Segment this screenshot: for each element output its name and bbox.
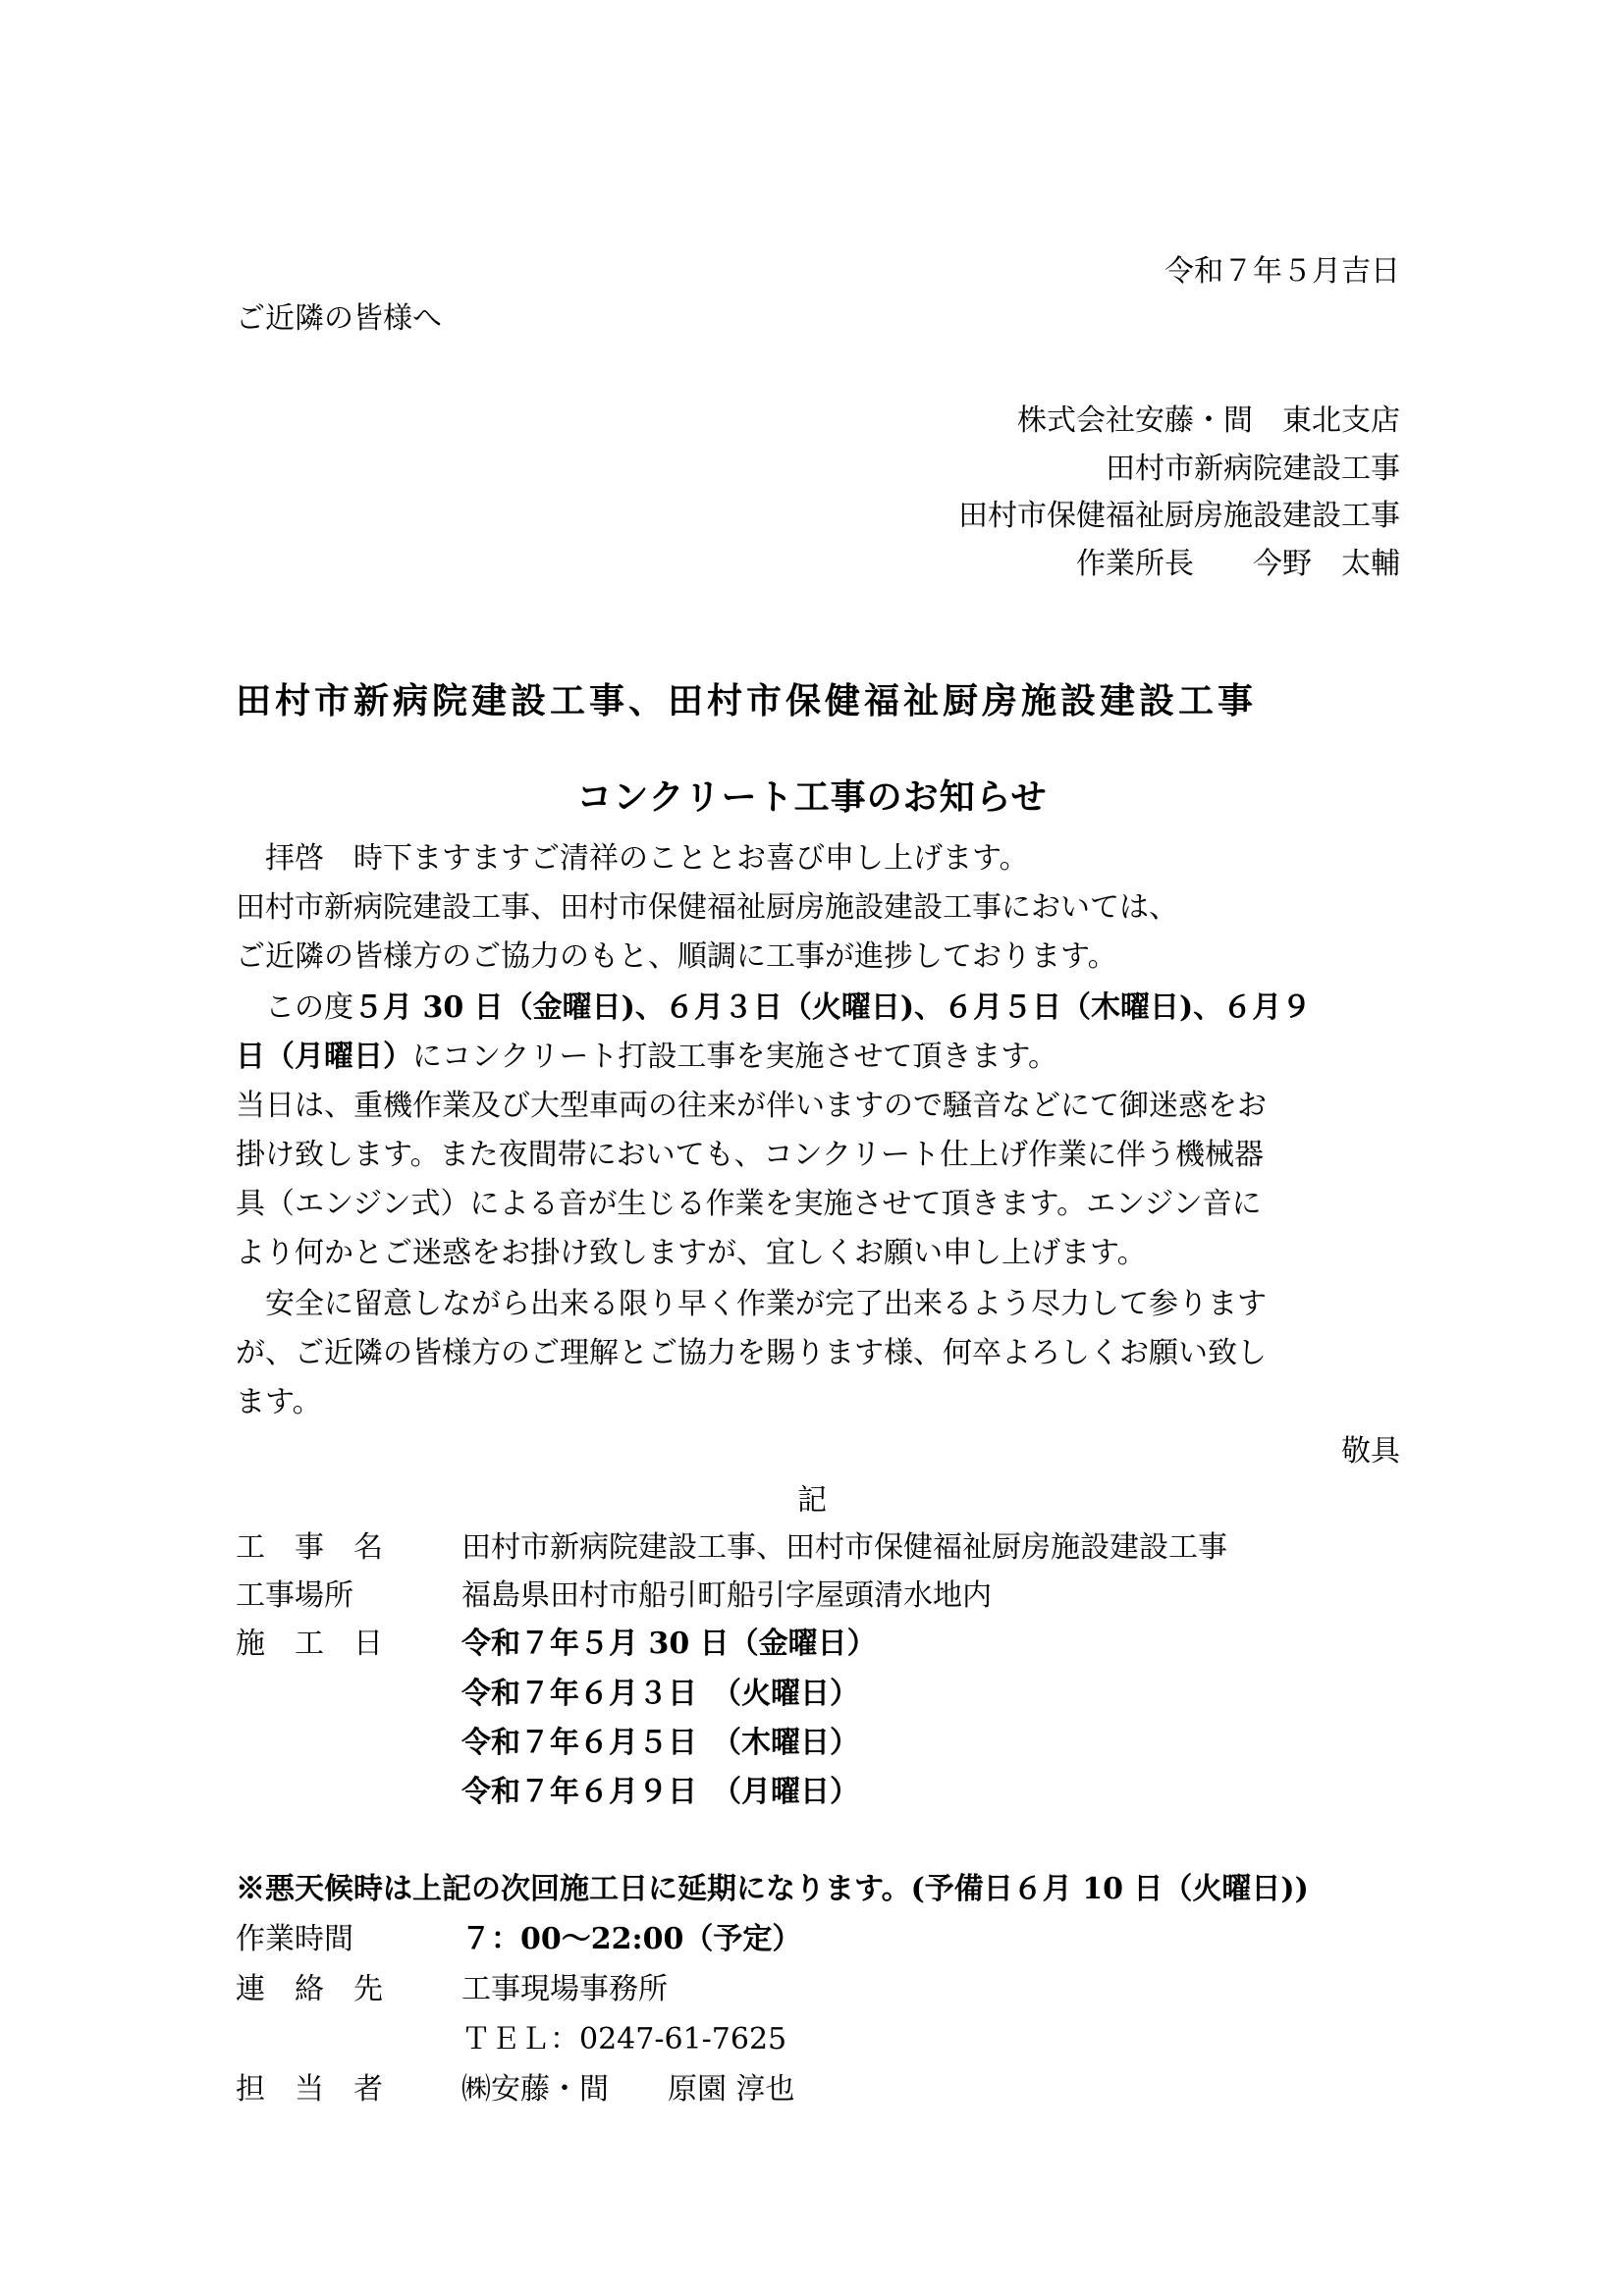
body-line: が、ご近隣の皆様方のご理解とご協力を賜ります様、何卒よろしくお願い致し bbox=[236, 1336, 1267, 1370]
detail-label: 工 事 名 bbox=[236, 1530, 383, 1565]
sender-project-1: 田村市新病院建設工事 bbox=[1106, 452, 1400, 486]
construction-dates-cont: 日（月曜日） bbox=[236, 1040, 412, 1074]
construction-date: 令和７年６月３日 （火曜日） bbox=[461, 1677, 859, 1711]
detail-value: 福島県田村市船引町船引字屋頭清水地内 bbox=[461, 1578, 992, 1613]
postponement-note: ※悪天候時は上記の次回施工日に延期になります。(予備日６月 10 日（火曜日)) bbox=[236, 1872, 1309, 1906]
detail-row-project bbox=[236, 1530, 1227, 1565]
body-lead: この度 bbox=[265, 990, 353, 1025]
sender-manager: 作業所長 今野 太輔 bbox=[1076, 547, 1400, 581]
document-date: 令和７年５月吉日 bbox=[1164, 254, 1400, 289]
notice-subtitle: コンクリート工事のお知らせ bbox=[576, 776, 1048, 818]
body-line: 当日は、重機作業及び大型車両の往来が伴いますので騒音などにて御迷惑をお bbox=[236, 1089, 1267, 1123]
body-line: より何かとご迷惑をお掛け致しますが、宜しくお願い申し上げます。 bbox=[236, 1236, 1147, 1270]
body-line: ご近隣の皆様方のご協力のもと、順調に工事が進捗しております。 bbox=[236, 939, 1117, 974]
sender-project-2: 田村市保健福祉厨房施設建設工事 bbox=[958, 499, 1400, 533]
detail-label: 作業時間 bbox=[236, 1922, 353, 1956]
construction-dates: ５月 30 日（金曜日)、６月３日（火曜日)、６月５日（木曜日)、６月９ bbox=[353, 990, 1312, 1025]
body-line: 具（エンジン式）による音が生じる作業を実施させて頂きます。エンジン音に bbox=[236, 1187, 1262, 1221]
body-line bbox=[236, 1042, 1057, 1072]
detail-row-contact bbox=[236, 1972, 668, 2006]
ki-heading: 記 bbox=[797, 1483, 827, 1518]
detail-row-person bbox=[236, 2072, 795, 2107]
detail-row-dates bbox=[236, 1629, 877, 1659]
construction-date: 令和７年６月９日 （月曜日） bbox=[461, 1775, 859, 1809]
detail-label: 連 絡 先 bbox=[236, 1972, 383, 2006]
construction-date: 令和７年６月５日 （木曜日） bbox=[461, 1726, 859, 1760]
body-line: ます。 bbox=[236, 1385, 322, 1419]
addressee: ご近隣の皆様へ bbox=[236, 301, 442, 336]
sender-company: 株式会社安藤・間 東北支店 bbox=[1017, 403, 1400, 438]
detail-label: 施 工 日 bbox=[236, 1627, 383, 1661]
construction-date: 令和７年５月 30 日（金曜日） bbox=[461, 1627, 877, 1661]
closing: 敬具 bbox=[1341, 1434, 1400, 1468]
detail-value: 田村市新病院建設工事、田村市保健福祉厨房施設建設工事 bbox=[461, 1530, 1227, 1565]
body-rest: にコンクリート打設工事を実施させて頂きます。 bbox=[412, 1040, 1057, 1074]
body-line: 拝啓 時下ますますご清祥のこととお喜び申し上げます。 bbox=[265, 841, 1029, 876]
body-line: 安全に留意しながら出来る限り早く作業が完了出来るよう尽力して参ります bbox=[265, 1287, 1267, 1321]
detail-value: ７：00～22:00（予定） bbox=[461, 1922, 802, 1956]
detail-label: 担 当 者 bbox=[236, 2072, 383, 2107]
body-line bbox=[265, 990, 1312, 1025]
detail-row-hours bbox=[236, 1922, 802, 1956]
detail-label: 工事場所 bbox=[236, 1578, 353, 1613]
notice-title: 田村市新病院建設工事、田村市保健福祉厨房施設建設工事 bbox=[236, 680, 1258, 721]
detail-row-site bbox=[236, 1578, 992, 1613]
body-line: 田村市新病院建設工事、田村市保健福祉厨房施設建設工事においては、 bbox=[236, 890, 1178, 925]
detail-value: 工事現場事務所 bbox=[461, 1972, 668, 2006]
detail-value: ㈱安藤・間 原園 淳也 bbox=[461, 2072, 795, 2107]
body-line: 掛け致します。また夜間帯においても、コンクリート仕上げ作業に伴う機械器 bbox=[236, 1138, 1264, 1172]
contact-tel: ＴＥＬ：0247-61-7625 bbox=[461, 2022, 787, 2056]
